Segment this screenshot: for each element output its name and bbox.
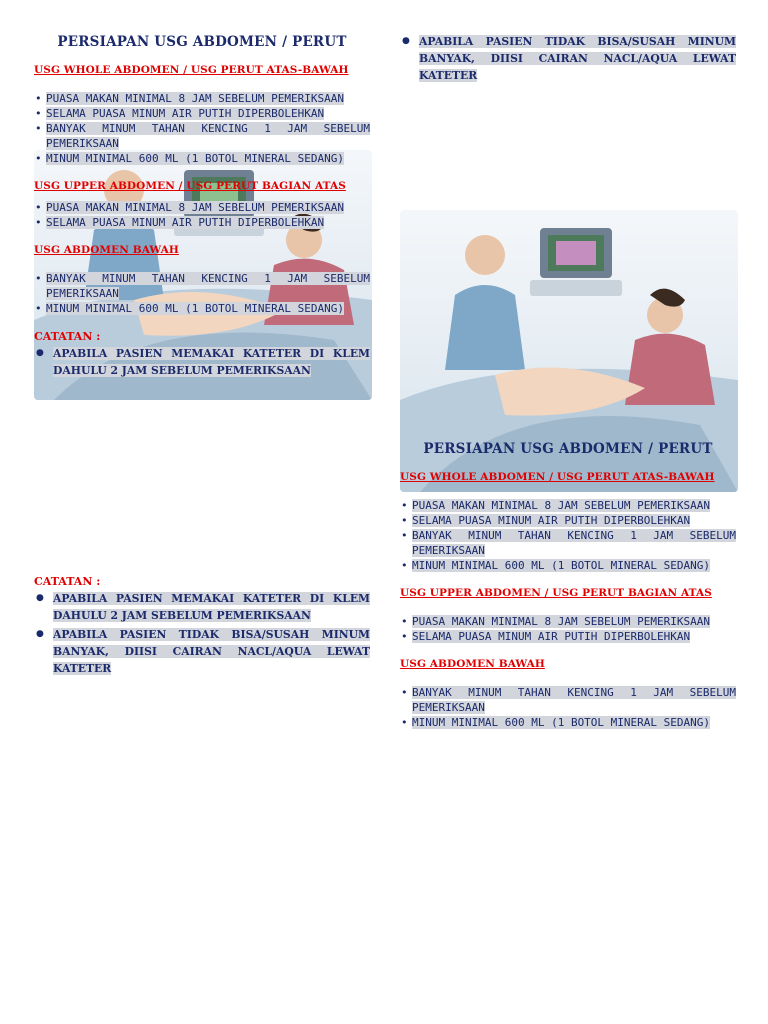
section-heading-upper: USG UPPER ABDOMEN / USG PERUT BAGIAN ATAS bbox=[34, 180, 346, 192]
list-item: • PUASA MAKAN MINIMAL 8 JAM SEBELUM PEMERIKSAAN bbox=[400, 614, 736, 629]
notes-list bbox=[34, 590, 370, 677]
list-item: • PUASA MAKAN MINIMAL 8 JAM SEBELUM PEMERIKSAAN bbox=[34, 200, 370, 215]
list-item: • MINUM MINIMAL 600 ML (1 BOTOL MINERAL SEDANG) bbox=[34, 151, 370, 166]
list-item: • SELAMA PUASA MINUM AIR PUTIH DIPERBOLEHKAN bbox=[34, 215, 370, 230]
upper-list bbox=[400, 614, 736, 644]
upper-list bbox=[34, 200, 370, 230]
right-top-note bbox=[400, 33, 736, 86]
list-item: • BANYAK MINUM TAHAN KENCING 1 JAM SEBELUM PEMERIKSAAN bbox=[34, 271, 370, 301]
note-item: ● APABILA PASIEN MEMAKAI KATETER DI KLEM DAHULU 2 JAM SEBELUM PEMERIKSAAN bbox=[34, 345, 370, 379]
page-title: PERSIAPAN USG ABDOMEN / PERUT bbox=[423, 441, 713, 457]
section-heading-lower: USG ABDOMEN BAWAH bbox=[34, 244, 179, 256]
note-item: ● APABILA PASIEN TIDAK BISA/SUSAH MINUM BANYAK, DIISI CAIRAN NACL/AQUA LEWAT KATETER bbox=[400, 33, 736, 84]
list-item: • BANYAK MINUM TAHAN KENCING 1 JAM SEBELUM PEMERIKSAAN bbox=[400, 528, 736, 558]
list-item: • BANYAK MINUM TAHAN KENCING 1 JAM SEBELUM PEMERIKSAAN bbox=[400, 685, 736, 715]
lower-list bbox=[34, 271, 370, 316]
notes-list bbox=[400, 33, 736, 84]
list-item: • MINUM MINIMAL 600 ML (1 BOTOL MINERAL SEDANG) bbox=[400, 558, 736, 573]
section-heading-upper: USG UPPER ABDOMEN / USG PERUT BAGIAN ATAS bbox=[400, 587, 712, 599]
list-item: • SELAMA PUASA MINUM AIR PUTIH DIPERBOLEHKAN bbox=[400, 513, 736, 528]
list-item: • MINUM MINIMAL 600 ML (1 BOTOL MINERAL SEDANG) bbox=[400, 715, 736, 730]
list-item: • PUASA MAKAN MINIMAL 8 JAM SEBELUM PEMERIKSAAN bbox=[34, 91, 370, 106]
list-item: • MINUM MINIMAL 600 ML (1 BOTOL MINERAL SEDANG) bbox=[34, 301, 370, 316]
left-bottom-notes bbox=[34, 575, 370, 679]
note-item: ● APABILA PASIEN TIDAK BISA/SUSAH MINUM BANYAK, DIISI CAIRAN NACL/AQUA LEWAT KATETER bbox=[34, 626, 370, 677]
notes-heading: CATATAN : bbox=[34, 575, 101, 588]
list-item: • PUASA MAKAN MINIMAL 8 JAM SEBELUM PEMERIKSAAN bbox=[400, 498, 736, 513]
section-heading-whole: USG WHOLE ABDOMEN / USG PERUT ATAS-BAWAH bbox=[34, 64, 349, 76]
list-item: • SELAMA PUASA MINUM AIR PUTIH DIPERBOLEHKAN bbox=[34, 106, 370, 121]
notes-list bbox=[34, 345, 370, 379]
list-item: • SELAMA PUASA MINUM AIR PUTIH DIPERBOLEHKAN bbox=[400, 629, 736, 644]
section-heading-lower: USG ABDOMEN BAWAH bbox=[400, 658, 545, 670]
lower-list bbox=[400, 685, 736, 730]
whole-list bbox=[400, 498, 736, 573]
note-item: ● APABILA PASIEN MEMAKAI KATETER DI KLEM DAHULU 2 JAM SEBELUM PEMERIKSAAN bbox=[34, 590, 370, 624]
left-panel bbox=[34, 34, 370, 379]
list-item: • BANYAK MINUM TAHAN KENCING 1 JAM SEBELUM PEMERIKSAAN bbox=[34, 121, 370, 151]
whole-list bbox=[34, 91, 370, 166]
page-title: PERSIAPAN USG ABDOMEN / PERUT bbox=[57, 34, 347, 50]
right-panel bbox=[400, 441, 736, 730]
notes-heading: CATATAN : bbox=[34, 330, 101, 343]
section-heading-whole: USG WHOLE ABDOMEN / USG PERUT ATAS-BAWAH bbox=[400, 471, 715, 483]
